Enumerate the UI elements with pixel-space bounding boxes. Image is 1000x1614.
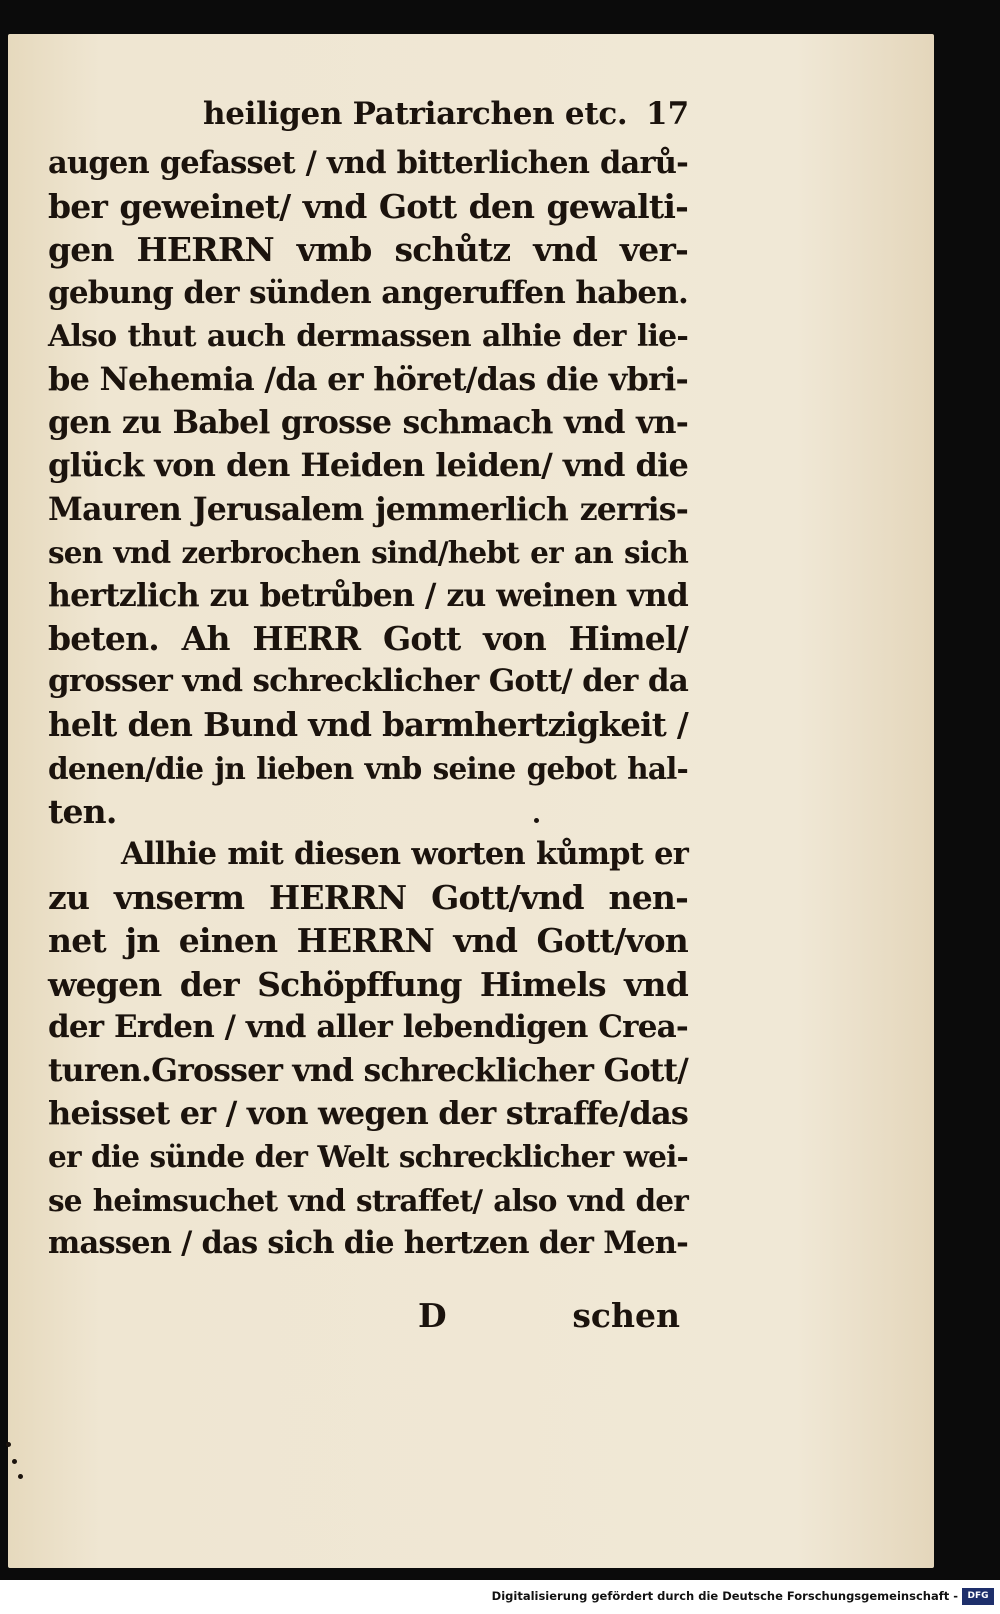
text-line-8: glück von den Heiden leiden/ vnd die <box>48 446 688 485</box>
text-line-4: gebung der sünden angeruffen haben. <box>48 274 688 311</box>
text-line-3: gen HERRN vmb schůtz vnd ver- <box>48 230 688 270</box>
text-line-22: turen.Grosser vnd schrecklicher Gott/ <box>48 1051 688 1089</box>
text-line-23: heisset er / von wegen der straffe/das <box>48 1094 689 1133</box>
text-line-5: Also thut auch dermassen alhie der lie- <box>48 318 688 354</box>
signature-row <box>48 1296 688 1340</box>
dfg-logo <box>962 1588 994 1605</box>
book-page <box>8 34 934 1568</box>
text-line-1: augen gefasset / vnd bitterlichen darů- <box>48 145 688 181</box>
ink-speck <box>18 1474 23 1479</box>
text-line-12: beten. Ah HERR Gott von Himel/ <box>48 619 688 659</box>
text-line-15: denen/die jn lieben vnb seine gebot hal- <box>48 750 688 786</box>
text-line-18: zu vnserm HERRN Gott/vnd nen- <box>48 878 688 918</box>
page-number: 17 <box>646 96 690 132</box>
text-line-13: grosser vnd schrecklicher Gott/ der da <box>48 663 688 700</box>
text-line-14: helt den Bund vnd barmhertzigkeit / <box>48 705 688 745</box>
text-line-26: massen / das sich die hertzen der Men- <box>48 1224 688 1261</box>
signature-mark: D <box>418 1296 447 1335</box>
text-line-21: der Erden / vnd aller lebendigen Crea- <box>48 1008 688 1045</box>
ink-speck <box>534 818 539 823</box>
credit-text: Digitalisierung gefördert durch die Deutsche Forschungsgemeinschaft - <box>491 1589 958 1603</box>
ink-speck <box>6 1442 11 1447</box>
text-line-6: be Nehemia /da er höret/das die vbri- <box>48 359 688 398</box>
main-text-block <box>48 142 688 1265</box>
text-line-10: sen vnd zerbrochen sind/hebt er an sich <box>48 534 688 570</box>
text-line-2: ber geweinet/ vnd Gott den gewalti- <box>48 187 688 227</box>
text-line-16: ten. <box>48 791 117 831</box>
digitization-credit-bar <box>0 1580 1000 1614</box>
text-line-9: Mauren Jerusalem jemmerlich zerris- <box>48 490 688 528</box>
text-line-24: er die sünde der Welt schrecklicher wei- <box>48 1139 688 1175</box>
ink-speck <box>12 1459 17 1464</box>
dfg-logo-text: DFG <box>967 1591 989 1601</box>
text-line-25: se heimsuchet vnd straffet/ also vnd der <box>48 1182 688 1218</box>
running-head: heiligen Patriarchen etc. <box>203 96 628 132</box>
text-line-20: wegen der Schöpffung Himels vnd <box>48 964 688 1004</box>
text-line-7: gen zu Babel grosse schmach vnd vn- <box>48 404 688 442</box>
text-line-17: Allhie mit diesen worten kůmpt er <box>121 836 688 872</box>
text-line-11: hertzlich zu betrůben / zu weinen vnd <box>48 576 688 614</box>
catchword: schen <box>572 1296 680 1335</box>
text-line-19: net jn einen HERRN vnd Gott/von <box>48 921 688 961</box>
